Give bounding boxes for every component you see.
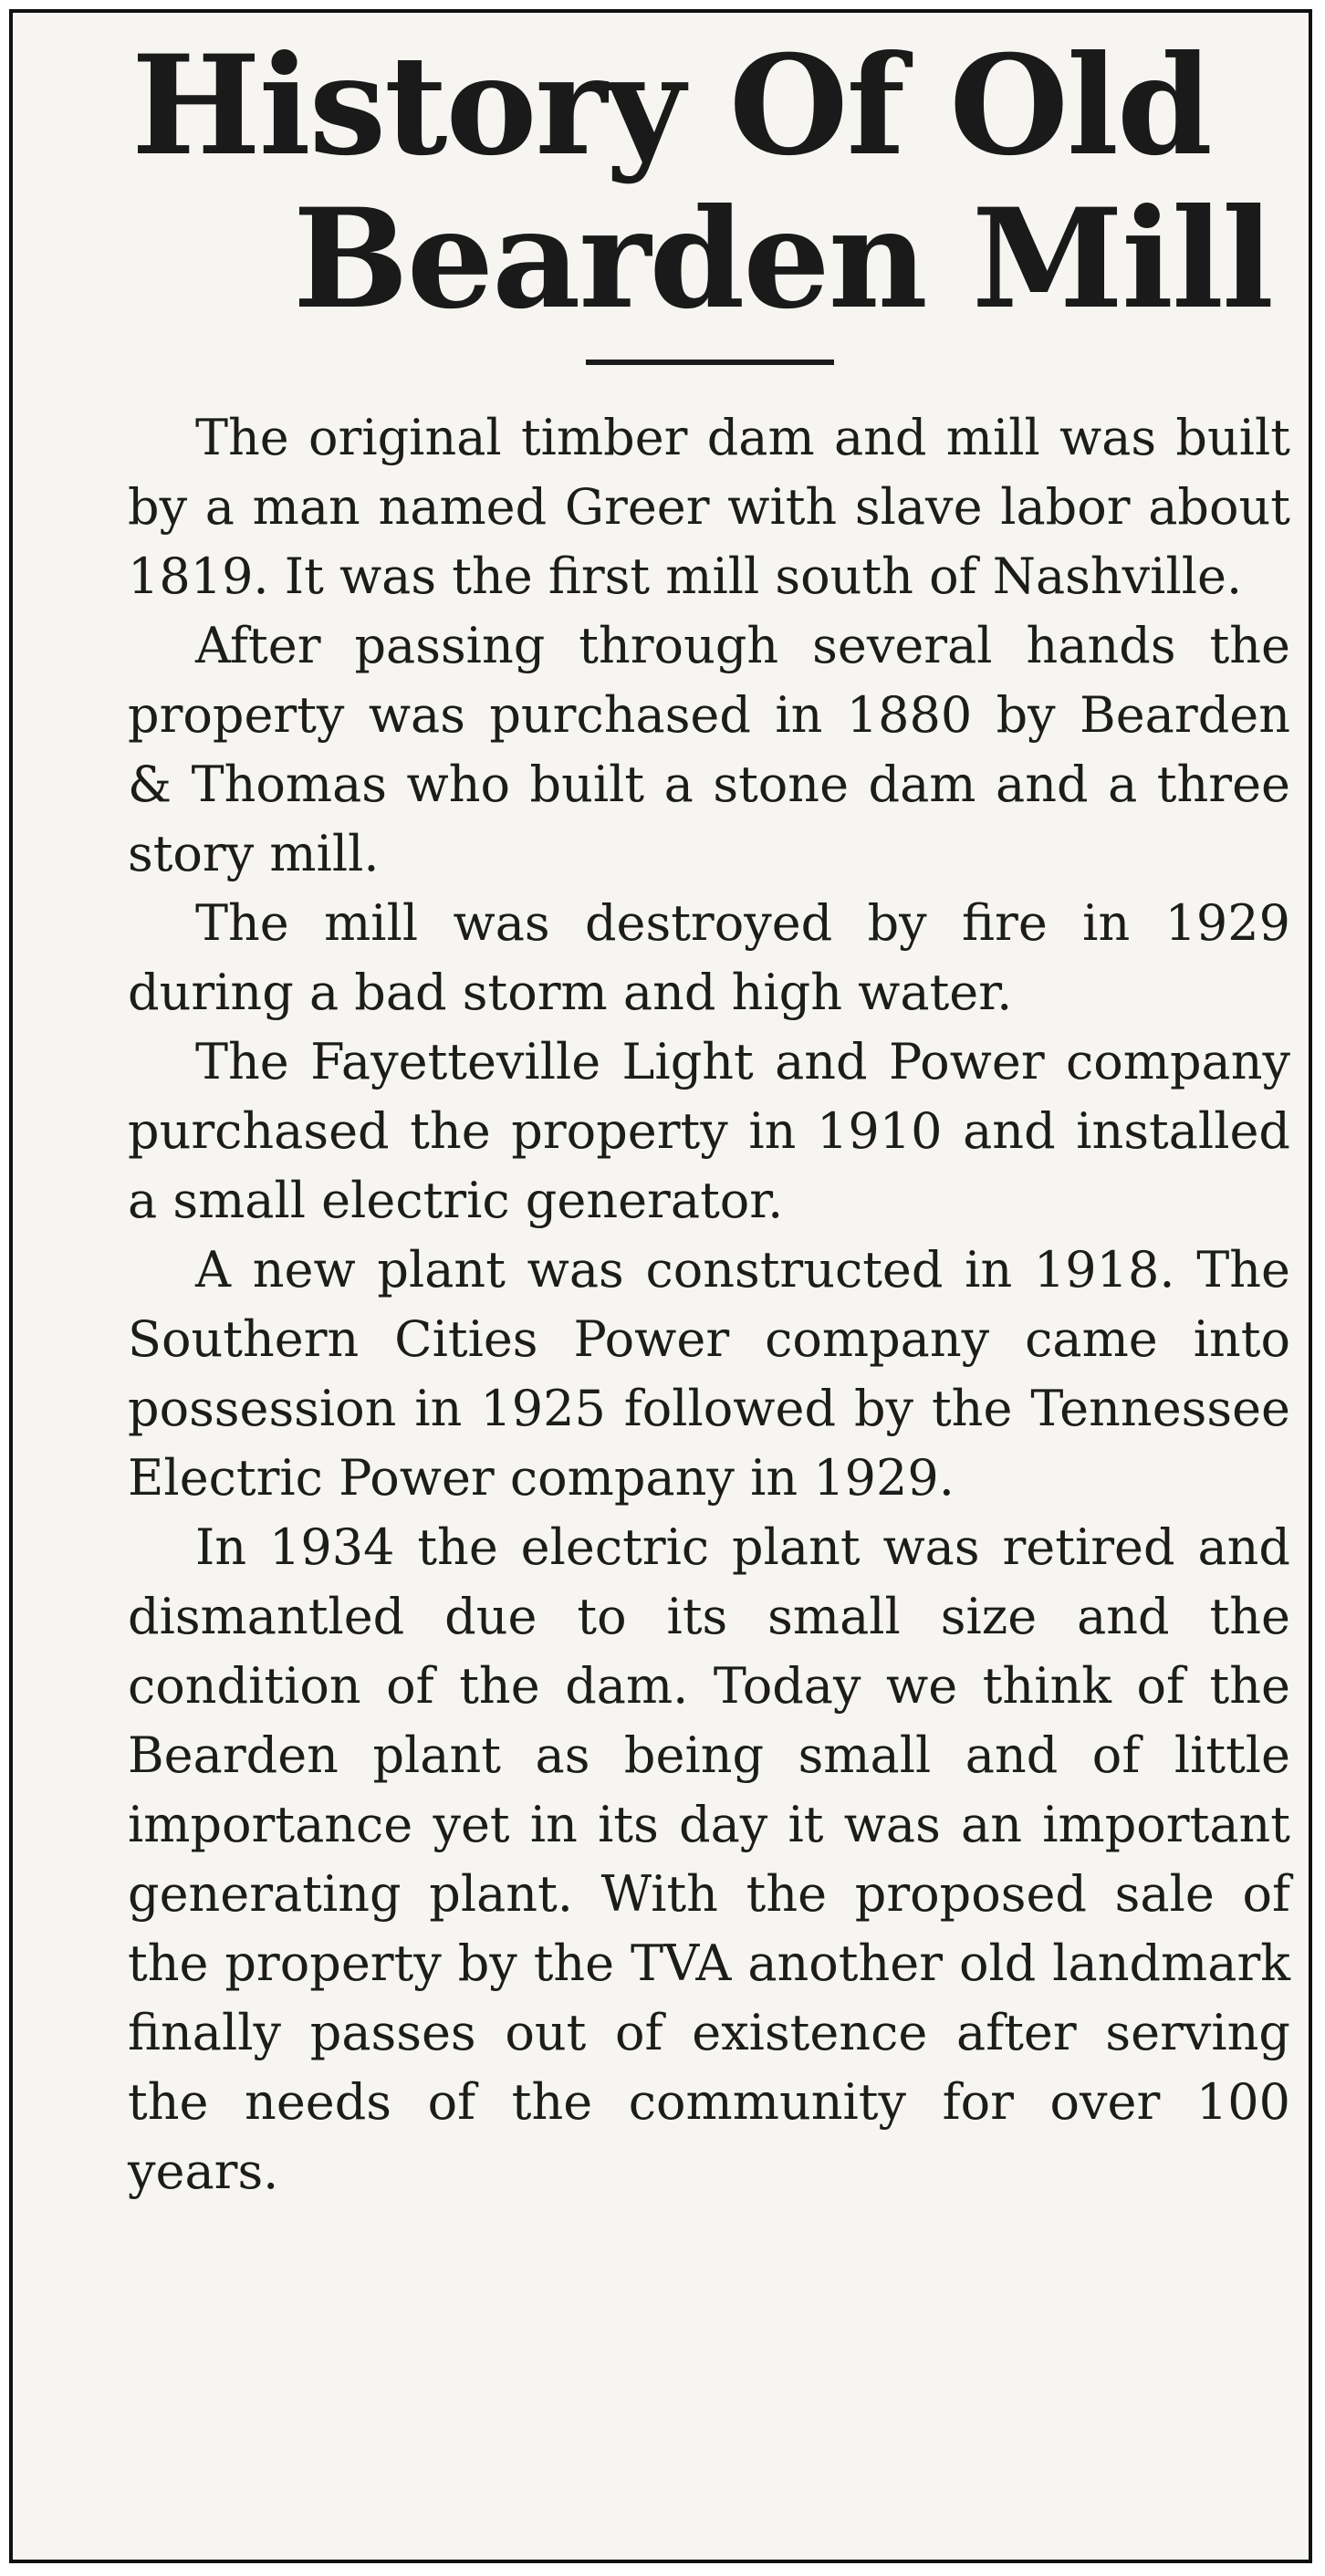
headline xyxy=(13,26,1309,339)
headline-line-1: History Of Old xyxy=(131,26,1211,186)
newspaper-clipping xyxy=(9,9,1312,2563)
paragraph: The Fayetteville Light and Power company purchased the property in 1910 and installed a small electric generator. xyxy=(128,1033,1290,1229)
paragraph: The original timber dam and mill was built by a man named Greer with slave labor about 1819. It was the first mill south of Nashville. xyxy=(128,409,1290,605)
paragraph: The mill was destroyed by fire in 1929 during a bad storm and high water. xyxy=(128,894,1290,1021)
paragraph: A new plant was constructed in 1918. The Southern Cities Power company came into possession in 1925 followed by the Tennessee Electric Power company in 1929. xyxy=(128,1241,1290,1507)
article-body xyxy=(128,403,1290,2206)
headline-divider xyxy=(586,360,834,365)
paragraph: After passing through several hands the property was purchased in 1880 by Bearden & Thomas who built a stone dam and a three story mill. xyxy=(128,617,1290,882)
headline-line-2: Bearden Mill xyxy=(292,179,1272,339)
paragraph: In 1934 the electric plant was retired and dismantled due to its small size and the condition of the dam. Today we think of the Bearden plant as being small and of little importance yet in its day it was an important generating plant. With the proposed sale of the property by the TVA another old landmark finally passes out of existence after serving the needs of the community for over 100 years. xyxy=(128,1518,1290,2200)
